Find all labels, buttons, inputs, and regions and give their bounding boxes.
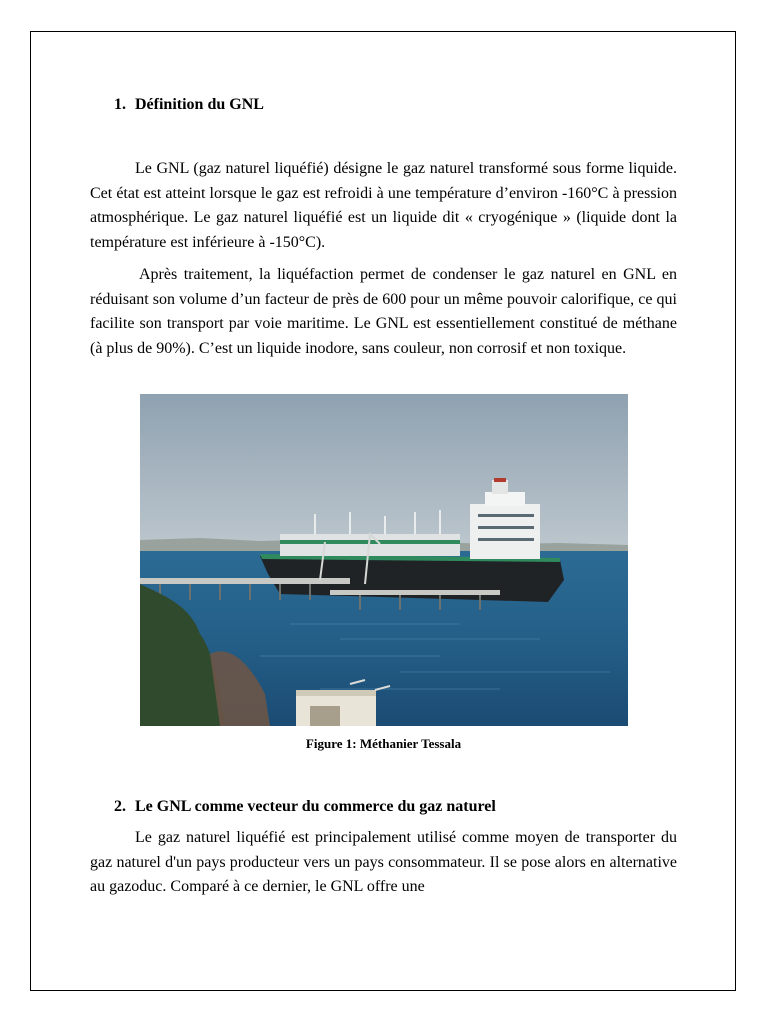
section-2-heading: [90, 795, 677, 819]
section-1: [90, 93, 677, 117]
ship-superstructure: [470, 504, 540, 559]
funnel: [492, 480, 508, 494]
jetty-deck: [140, 578, 350, 584]
section-2-paragraph-1: Le gaz naturel liquéfié est principalement utilisé comme moyen de transporter du gaz naturel d'un pays producteur vers un pays consommateur. Il se pose alors en alternative au gazoduc. Comparé à ce dernier, le GNL offre une: [90, 829, 677, 895]
funnel-top: [494, 478, 506, 482]
jetty-deck-2: [330, 590, 500, 595]
section-1-title: Définition du GNL: [135, 96, 264, 113]
figure-image-lng-carrier: [140, 394, 628, 726]
section-1-number: 1.: [114, 96, 126, 113]
shore-building-window: [310, 706, 340, 726]
lng-carrier-illustration: [140, 394, 628, 726]
section-1-paragraph-1: Le GNL (gaz naturel liquéfié) désigne le gaz naturel transformé sous forme liquide. Cet état est atteint lorsque le gaz est refroidi à une température d’environ -160°C à pression atmosphérique. Le gaz naturel liquéfié est un liquide dit « cryogénique » (liquide dont la température est inférieure à -150°C).: [90, 160, 677, 251]
section-1-paragraph-2-wrap: [90, 263, 677, 361]
shore-building-roof: [296, 690, 376, 696]
section-1-paragraph-1-wrap: [90, 157, 677, 255]
bridge-deck: [485, 492, 525, 506]
section-1-paragraph-2: Après traitement, la liquéfaction permet de condenser le gaz naturel en GNL en réduisant son volume d’un facteur de près de 600 pour un même pouvoir calorifique, ce qui facilite son transport par voie maritime. Le GNL est essentiellement constitué de méthane (à plus de 90%). C’est un liquide inodore, sans couleur, non corrosif et non toxique.: [90, 266, 677, 357]
figure-caption: Figure 1: Méthanier Tessala: [305, 736, 462, 751]
section-1-heading: [90, 93, 677, 117]
section-2-paragraph-1-wrap: [90, 826, 677, 900]
section-2: [90, 795, 677, 819]
section-2-number: 2.: [114, 798, 126, 815]
section-2-title: Le GNL comme vecteur du commerce du gaz naturel: [135, 798, 496, 815]
